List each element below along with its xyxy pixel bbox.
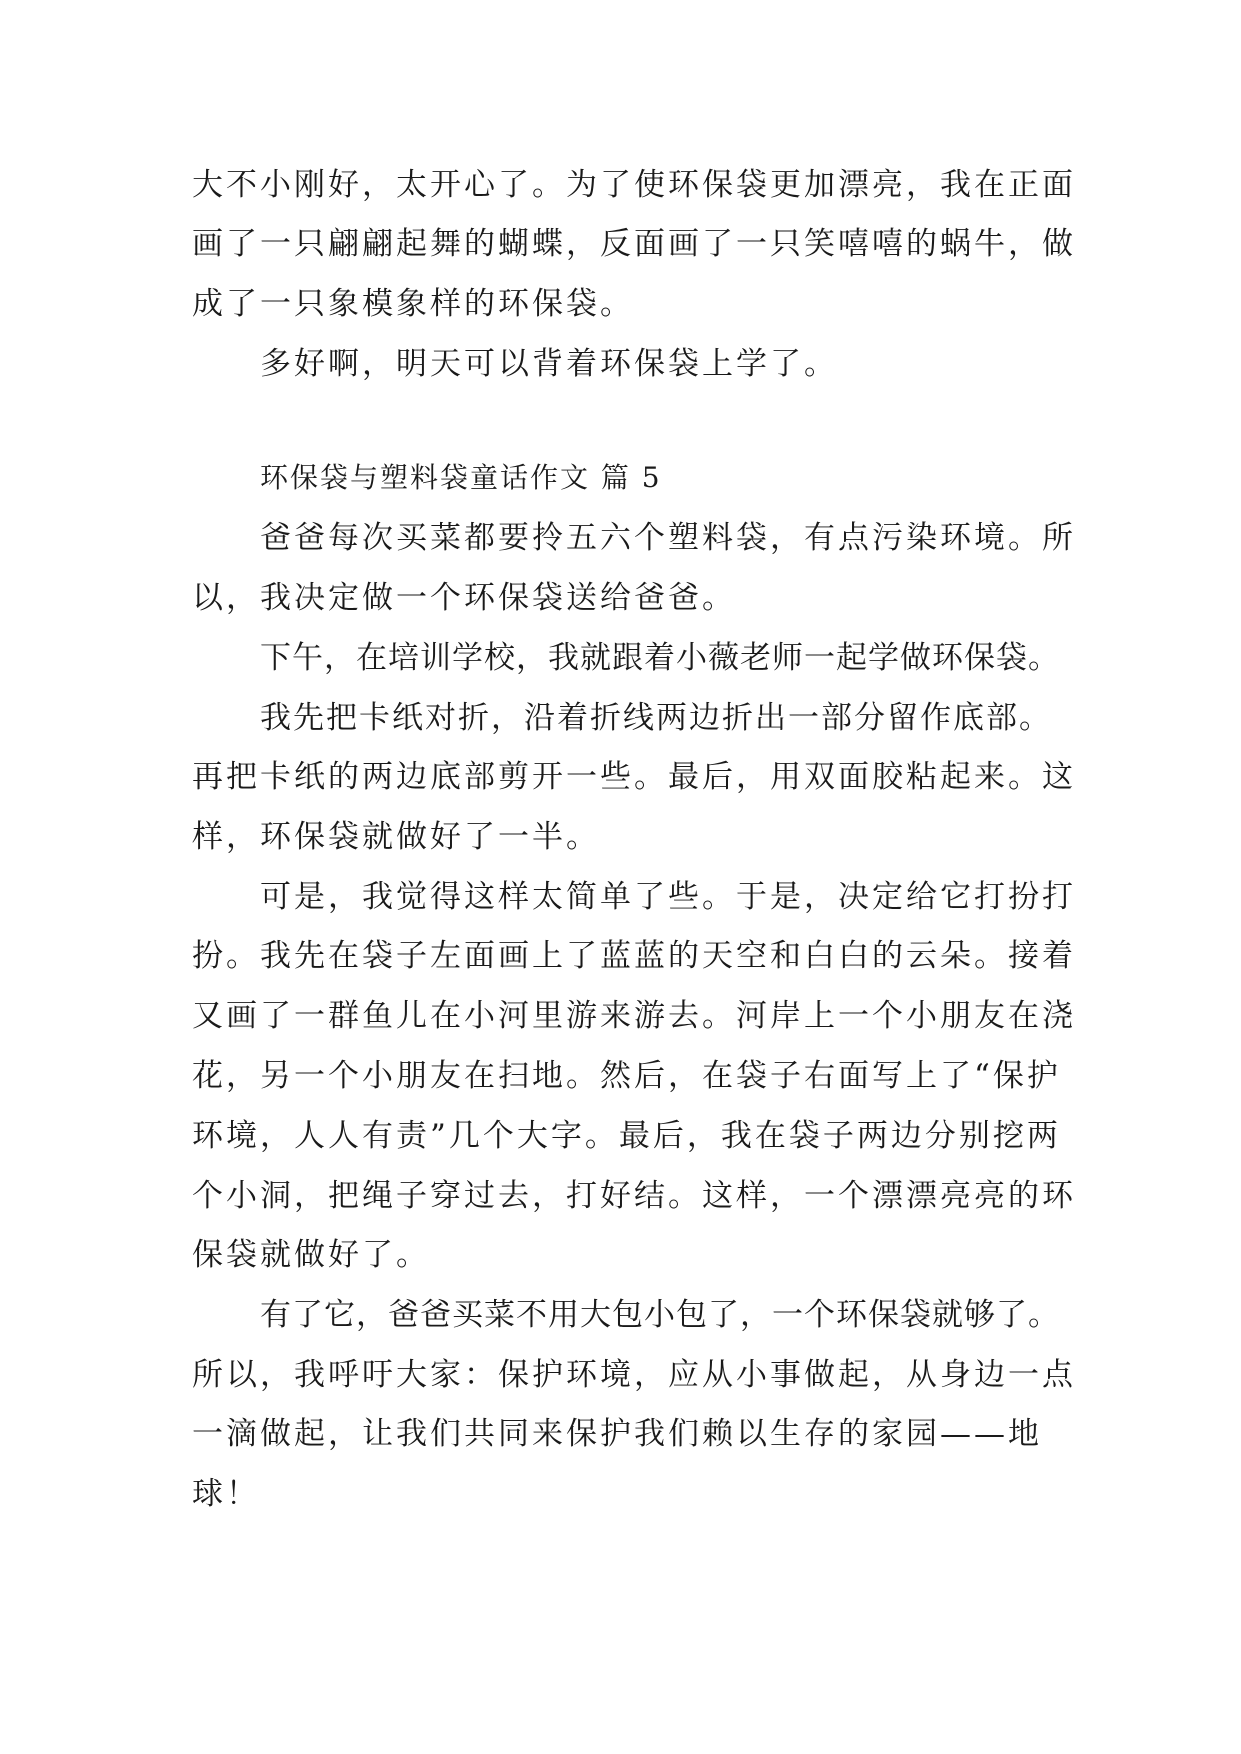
text-line: 球！	[192, 1476, 260, 1512]
text-line: 有了它，爸爸买菜不用大包小包了，一个环保袋就够了。	[260, 1297, 1060, 1333]
text-line: 一滴做起，让我们共同来保护我们赖以生存的家园——地	[192, 1416, 1042, 1452]
text-line: 再把卡纸的两边底部剪开一些。最后，用双面胶粘起来。这	[192, 759, 1076, 795]
text-line: 下午，在培训学校，我就跟着小薇老师一起学做环保袋。	[260, 640, 1060, 676]
section-heading: 环保袋与塑料袋童话作文 篇 5	[260, 461, 662, 494]
text-line: 以，我决定做一个环保袋送给爸爸。	[192, 580, 736, 616]
text-line: 我先把卡纸对折，沿着折线两边折出一部分留作底部。	[260, 700, 1052, 736]
text-line: 可是，我觉得这样太简单了些。于是，决定给它打扮打	[260, 879, 1076, 915]
text-line: 多好啊，明天可以背着环保袋上学了。	[260, 346, 838, 382]
text-line: 样，环保袋就做好了一半。	[192, 819, 600, 855]
text-line: 环境，人人有责”几个大字。最后，我在袋子两边分别挖两	[192, 1118, 1061, 1154]
text-line: 花，另一个小朋友在扫地。然后，在袋子右面写上了“保护	[192, 1058, 1061, 1094]
text-line: 画了一只翩翩起舞的蝴蝶，反面画了一只笑嘻嘻的蜗牛，做	[192, 226, 1076, 262]
text-line: 大不小刚好，太开心了。为了使环保袋更加漂亮，我在正面	[192, 167, 1076, 203]
text-line: 爸爸每次买菜都要拎五六个塑料袋，有点污染环境。所	[260, 520, 1076, 556]
text-line: 保袋就做好了。	[192, 1237, 430, 1273]
text-line: 成了一只象模象样的环保袋。	[192, 286, 634, 322]
text-line: 扮。我先在袋子左面画上了蓝蓝的天空和白白的云朵。接着	[192, 938, 1076, 974]
text-line: 个小洞，把绳子穿过去，打好结。这样，一个漂漂亮亮的环	[192, 1178, 1076, 1214]
text-line: 又画了一群鱼儿在小河里游来游去。河岸上一个小朋友在浇	[192, 998, 1076, 1034]
text-line: 所以，我呼吁大家：保护环境，应从小事做起，从身边一点	[192, 1357, 1076, 1393]
